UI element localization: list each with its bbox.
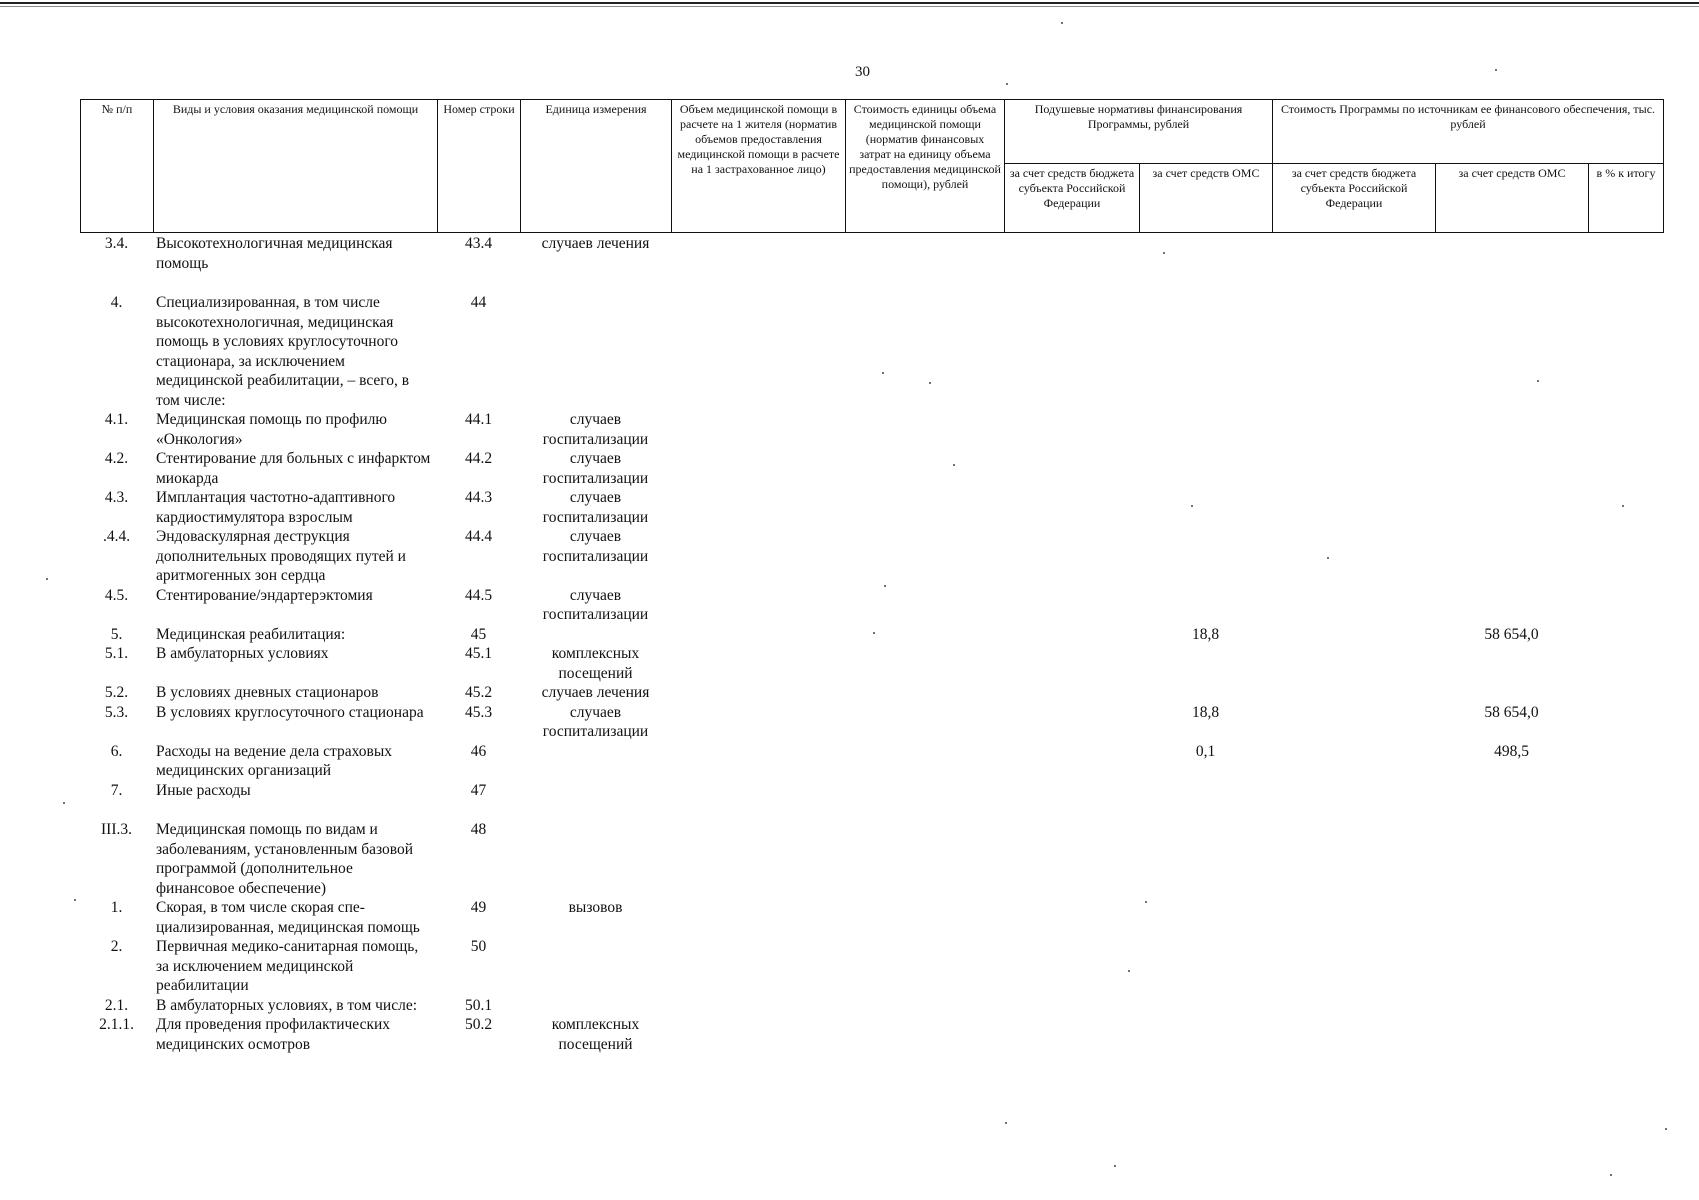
header-sub-oms-2: за счет средств ОМС <box>1436 164 1589 233</box>
row-percapita-budget <box>1004 410 1139 449</box>
table-row <box>80 527 1663 586</box>
row-number: 5. <box>110 625 123 643</box>
row-program-budget <box>1272 937 1435 996</box>
row-program-budget <box>1272 742 1435 781</box>
row-program-percent <box>1588 644 1663 683</box>
row-volume <box>671 527 845 586</box>
row-percapita-oms <box>1139 293 1272 410</box>
table-row <box>80 996 1663 1016</box>
row-program-oms <box>1435 898 1588 937</box>
row-program-percent <box>1588 586 1663 625</box>
row-percapita-budget <box>1004 527 1139 586</box>
row-percapita-oms: 18,8 <box>1191 703 1220 721</box>
header-group-percapita: Подушевые нормативы финансирования Программы, рублей <box>1005 100 1273 164</box>
row-percapita-oms <box>1139 234 1272 293</box>
row-name: В амбулаторных условиях <box>156 645 329 662</box>
row-name: Эндоваскулярная деструкция дополнительных проводящих путей и аритмогенных зон сердца <box>156 528 406 584</box>
row-program-percent <box>1588 703 1663 742</box>
row-unit: случаев госпитализации <box>542 528 649 565</box>
row-number: 5.3. <box>104 703 129 721</box>
row-program-budget <box>1272 781 1435 821</box>
row-percapita-oms <box>1139 1015 1272 1054</box>
row-cost <box>845 625 1004 645</box>
row-line-number: 48 <box>470 821 487 838</box>
row-program-percent <box>1588 742 1663 781</box>
row-line-number: 50.1 <box>464 996 493 1014</box>
scan-speck <box>1622 505 1624 507</box>
row-name: Медицинская реабилитация: <box>156 625 346 643</box>
scan-speck <box>1327 557 1329 559</box>
row-program-percent <box>1588 1015 1663 1054</box>
table-row <box>80 293 1663 410</box>
row-volume <box>671 683 845 703</box>
row-cost <box>845 703 1004 742</box>
scan-speck <box>1163 252 1165 254</box>
header-sub-budget-2: за счет средств бюджета субъекта Российской Федерации <box>1273 164 1436 233</box>
scan-speck <box>46 578 48 580</box>
row-line-number: 46 <box>470 742 487 760</box>
table-row <box>80 644 1663 683</box>
row-program-percent <box>1588 410 1663 449</box>
row-number: 2. <box>110 938 123 955</box>
row-number: 4.5. <box>104 586 129 604</box>
row-unit: вызовов <box>568 899 623 916</box>
row-unit: случаев госпитализации <box>542 703 649 740</box>
row-unit: случаев госпитализации <box>542 411 649 448</box>
row-line-number: 49 <box>470 899 487 916</box>
table-header <box>80 99 1664 233</box>
row-unit <box>520 996 671 1016</box>
row-volume <box>671 820 845 898</box>
row-program-percent <box>1588 996 1663 1016</box>
row-program-percent <box>1588 781 1663 821</box>
scan-speck <box>1495 69 1497 71</box>
row-program-oms: 498,5 <box>1494 742 1529 760</box>
row-line-number: 45 <box>470 625 487 643</box>
row-percapita-budget <box>1004 488 1139 527</box>
row-volume <box>671 781 845 821</box>
row-program-budget <box>1272 1015 1435 1054</box>
row-program-budget <box>1272 410 1435 449</box>
row-cost <box>845 527 1004 586</box>
row-program-budget <box>1272 996 1435 1016</box>
row-cost <box>845 449 1004 488</box>
row-percapita-oms: 18,8 <box>1191 625 1220 643</box>
row-program-percent <box>1588 527 1663 586</box>
row-volume <box>671 410 845 449</box>
row-name: Расходы на ведение дела страховых медицинских организаций <box>156 742 392 779</box>
row-percapita-oms <box>1139 820 1272 898</box>
row-number: III.3. <box>101 821 132 838</box>
scan-speck <box>1610 1174 1612 1176</box>
row-name: Первичная медико-санитарная помощь, за исключением медицинской реабилитации <box>156 938 419 994</box>
row-cost <box>845 644 1004 683</box>
row-cost <box>845 586 1004 625</box>
row-percapita-budget <box>1004 937 1139 996</box>
table-row <box>80 410 1663 449</box>
row-program-oms <box>1435 234 1588 293</box>
row-volume <box>671 937 845 996</box>
row-line-number: 44 <box>470 294 487 311</box>
row-program-budget <box>1272 820 1435 898</box>
row-program-budget <box>1272 234 1435 293</box>
page-number: 30 <box>855 64 870 80</box>
row-program-oms <box>1435 293 1588 410</box>
row-name: В условиях круглосуточного стационара <box>156 703 424 721</box>
header-sub-oms: за счет средств ОМС <box>1140 164 1273 233</box>
row-program-oms <box>1435 449 1588 488</box>
row-percapita-budget <box>1004 586 1139 625</box>
row-line-number: 45.3 <box>464 703 493 721</box>
row-volume <box>671 625 845 645</box>
row-unit: случаев лечения <box>541 684 650 701</box>
header-sub-budget: за счет средств бюджета субъекта Российской Федерации <box>1005 164 1140 233</box>
row-program-oms <box>1435 996 1588 1016</box>
row-number: 5.1. <box>104 645 129 662</box>
row-percapita-oms <box>1139 527 1272 586</box>
row-number: 3.4. <box>104 235 129 252</box>
row-cost <box>845 781 1004 821</box>
header-kind: Виды и условия оказания медицинской помощи <box>154 100 438 233</box>
row-volume <box>671 586 845 625</box>
row-unit: случаев госпитализации <box>542 450 649 487</box>
header-unit: Единица измерения <box>521 100 672 233</box>
row-line-number: 44.3 <box>464 489 493 506</box>
table-row <box>80 742 1663 781</box>
row-name: Для проведения профилактических медицинских осмотров <box>156 1016 391 1053</box>
row-cost <box>845 683 1004 703</box>
row-line-number: 44.4 <box>464 528 493 545</box>
row-cost <box>845 293 1004 410</box>
row-unit <box>520 293 671 410</box>
row-name: Медицинская помощь по профилю «Онкология» <box>156 411 387 448</box>
row-program-oms: 58 654,0 <box>1484 703 1539 721</box>
row-number: 2.1. <box>104 996 129 1014</box>
row-unit: случаев лечения <box>541 235 650 252</box>
table-row <box>80 820 1663 898</box>
row-cost <box>845 937 1004 996</box>
table-row <box>80 937 1663 996</box>
row-percapita-budget <box>1004 898 1139 937</box>
row-program-budget <box>1272 293 1435 410</box>
row-percapita-oms <box>1139 898 1272 937</box>
row-program-budget <box>1272 644 1435 683</box>
row-program-percent <box>1588 488 1663 527</box>
scan-speck <box>74 899 76 901</box>
row-volume <box>671 742 845 781</box>
row-volume <box>671 898 845 937</box>
row-volume <box>671 234 845 293</box>
row-percapita-budget <box>1004 683 1139 703</box>
row-unit: случаев госпитализации <box>542 489 649 526</box>
scan-speck <box>1191 505 1193 507</box>
row-cost <box>845 820 1004 898</box>
row-number: .4.4. <box>102 528 131 545</box>
row-program-oms <box>1435 781 1588 821</box>
row-volume <box>671 703 845 742</box>
row-program-percent <box>1588 820 1663 898</box>
row-line-number: 47 <box>470 781 487 799</box>
top-border-line-thin <box>0 6 1699 7</box>
header-group-program: Стоимость Программы по источникам ее финансового обеспечения, тыс. рублей <box>1273 100 1664 164</box>
header-num: № п/п <box>81 100 154 233</box>
row-program-oms <box>1435 527 1588 586</box>
row-number: 2.1.1. <box>99 1016 134 1033</box>
row-line-number: 45.1 <box>464 645 493 662</box>
row-percapita-oms <box>1139 683 1272 703</box>
scan-speck <box>1005 1122 1007 1124</box>
row-volume <box>671 488 845 527</box>
row-percapita-budget <box>1004 644 1139 683</box>
header-cost: Стоимость единицы объема медицинской помощи (норматив финансовых затрат на единицу объема предоставления медицинской помощи), рублей <box>846 100 1005 233</box>
row-name: Имплантация частотно-адаптивного кардиостимулятора взрослым <box>156 489 396 526</box>
row-line-number: 44.1 <box>464 411 493 428</box>
table-row <box>80 898 1663 937</box>
table-row <box>80 625 1663 645</box>
row-name: Иные расходы <box>156 781 251 799</box>
table-row <box>80 449 1663 488</box>
row-program-oms <box>1435 937 1588 996</box>
row-program-budget <box>1272 683 1435 703</box>
row-cost <box>845 234 1004 293</box>
row-program-budget <box>1272 449 1435 488</box>
row-line-number: 44.5 <box>464 586 493 604</box>
row-program-percent <box>1588 234 1663 293</box>
row-name: В амбулаторных условиях, в том числе: <box>156 996 418 1014</box>
row-program-budget <box>1272 527 1435 586</box>
row-cost <box>845 488 1004 527</box>
row-name: Скорая, в том числе скорая спе-циализированная, медицинская помощь <box>156 899 420 936</box>
row-volume <box>671 449 845 488</box>
row-percapita-budget <box>1004 781 1139 821</box>
row-line-number: 44.2 <box>464 450 493 467</box>
row-volume <box>671 644 845 683</box>
row-program-percent <box>1588 937 1663 996</box>
row-unit <box>520 625 671 645</box>
scan-speck <box>882 372 884 374</box>
row-program-oms <box>1435 820 1588 898</box>
row-program-percent <box>1588 625 1663 645</box>
row-name: Стентирование/эндартерэктомия <box>156 586 373 604</box>
row-cost <box>845 742 1004 781</box>
table-row <box>80 1015 1663 1054</box>
row-program-budget <box>1272 703 1435 742</box>
row-percapita-oms: 0,1 <box>1195 742 1216 760</box>
row-number: 4.3. <box>104 489 129 506</box>
table-row <box>80 488 1663 527</box>
row-program-oms <box>1435 644 1588 683</box>
row-program-budget <box>1272 488 1435 527</box>
row-unit <box>520 742 671 781</box>
row-percapita-oms <box>1139 937 1272 996</box>
row-percapita-budget <box>1004 742 1139 781</box>
row-number: 6. <box>110 742 123 760</box>
table-row <box>80 703 1663 742</box>
row-name: Высокотехнологичная медицинская помощь <box>156 235 393 272</box>
row-number: 5.2. <box>104 684 129 701</box>
scan-speck <box>884 585 886 587</box>
row-name: В условиях дневных стационаров <box>156 684 379 701</box>
row-number: 4.1. <box>104 411 129 428</box>
row-percapita-oms <box>1139 449 1272 488</box>
row-program-oms <box>1435 586 1588 625</box>
row-volume <box>671 293 845 410</box>
row-volume <box>671 1015 845 1054</box>
row-unit <box>520 781 671 821</box>
scan-speck <box>1128 970 1130 972</box>
row-number: 7. <box>110 781 123 799</box>
scan-speck <box>1114 1165 1116 1167</box>
row-program-oms <box>1435 488 1588 527</box>
row-program-budget <box>1272 586 1435 625</box>
row-percapita-budget <box>1004 703 1139 742</box>
row-percapita-budget <box>1004 1015 1139 1054</box>
row-percapita-budget <box>1004 234 1139 293</box>
scan-speck <box>1537 380 1539 382</box>
row-line-number: 45.2 <box>464 684 493 701</box>
scan-speck <box>1145 901 1147 903</box>
row-percapita-budget <box>1004 293 1139 410</box>
row-line-number: 50.2 <box>464 1016 493 1033</box>
row-percapita-budget <box>1004 996 1139 1016</box>
row-cost <box>845 898 1004 937</box>
row-program-oms <box>1435 410 1588 449</box>
row-percapita-oms <box>1139 644 1272 683</box>
row-percapita-oms <box>1139 586 1272 625</box>
row-unit <box>520 820 671 898</box>
row-volume <box>671 996 845 1016</box>
row-program-percent <box>1588 293 1663 410</box>
table-body <box>80 234 1663 1054</box>
row-number: 4.2. <box>104 450 129 467</box>
top-border-line <box>0 2 1699 4</box>
scan-speck <box>929 382 931 384</box>
row-name: Медицинская помощь по видам и заболеваниям, установленным базовой программой (дополнительное финансовое обеспечение) <box>156 821 414 897</box>
row-number: 1. <box>110 899 123 916</box>
row-percapita-budget <box>1004 449 1139 488</box>
row-program-oms: 58 654,0 <box>1484 625 1539 643</box>
row-percapita-oms <box>1139 410 1272 449</box>
row-percapita-budget <box>1004 625 1139 645</box>
row-unit <box>520 937 671 996</box>
scan-speck <box>1061 22 1063 24</box>
scan-speck <box>1006 83 1008 85</box>
row-unit: комплексных посещений <box>551 1016 640 1053</box>
row-line-number: 43.4 <box>464 235 493 252</box>
row-program-percent <box>1588 898 1663 937</box>
row-unit: случаев госпитализации <box>542 586 649 623</box>
scan-speck <box>953 464 955 466</box>
row-number: 4. <box>110 294 123 311</box>
row-line-number: 50 <box>470 938 487 955</box>
header-sub-percent: в % к итогу <box>1589 164 1664 233</box>
scan-speck <box>873 632 875 634</box>
row-name: Специализированная, в том числе высокотехнологичная, медицинская помощь в условиях круглосуточного стационара, за исключением медицинской реабилитации, – всего, в том числе: <box>156 294 410 409</box>
table-row <box>80 586 1663 625</box>
scan-speck <box>1665 1128 1667 1130</box>
header-line: Номер строки <box>438 100 521 233</box>
row-program-budget <box>1272 625 1435 645</box>
row-cost <box>845 410 1004 449</box>
row-percapita-oms <box>1139 781 1272 821</box>
row-name: Стентирование для больных с инфарктом миокарда <box>156 450 431 487</box>
row-percapita-oms <box>1139 996 1272 1016</box>
row-program-oms <box>1435 1015 1588 1054</box>
row-program-percent <box>1588 449 1663 488</box>
row-unit: комплексных посещений <box>551 645 640 682</box>
table-row <box>80 683 1663 703</box>
table-row <box>80 781 1663 821</box>
row-cost <box>845 1015 1004 1054</box>
row-program-oms <box>1435 683 1588 703</box>
scan-speck <box>63 802 65 804</box>
row-cost <box>845 996 1004 1016</box>
header-volume: Объем медицинской помощи в расчете на 1 жителя (норматив объемов предоставления медицинской помощи в расчете на 1 застрахованное лицо) <box>672 100 846 233</box>
row-program-percent <box>1588 683 1663 703</box>
row-percapita-budget <box>1004 820 1139 898</box>
table-row <box>80 234 1663 293</box>
row-percapita-oms <box>1139 488 1272 527</box>
row-program-budget <box>1272 898 1435 937</box>
